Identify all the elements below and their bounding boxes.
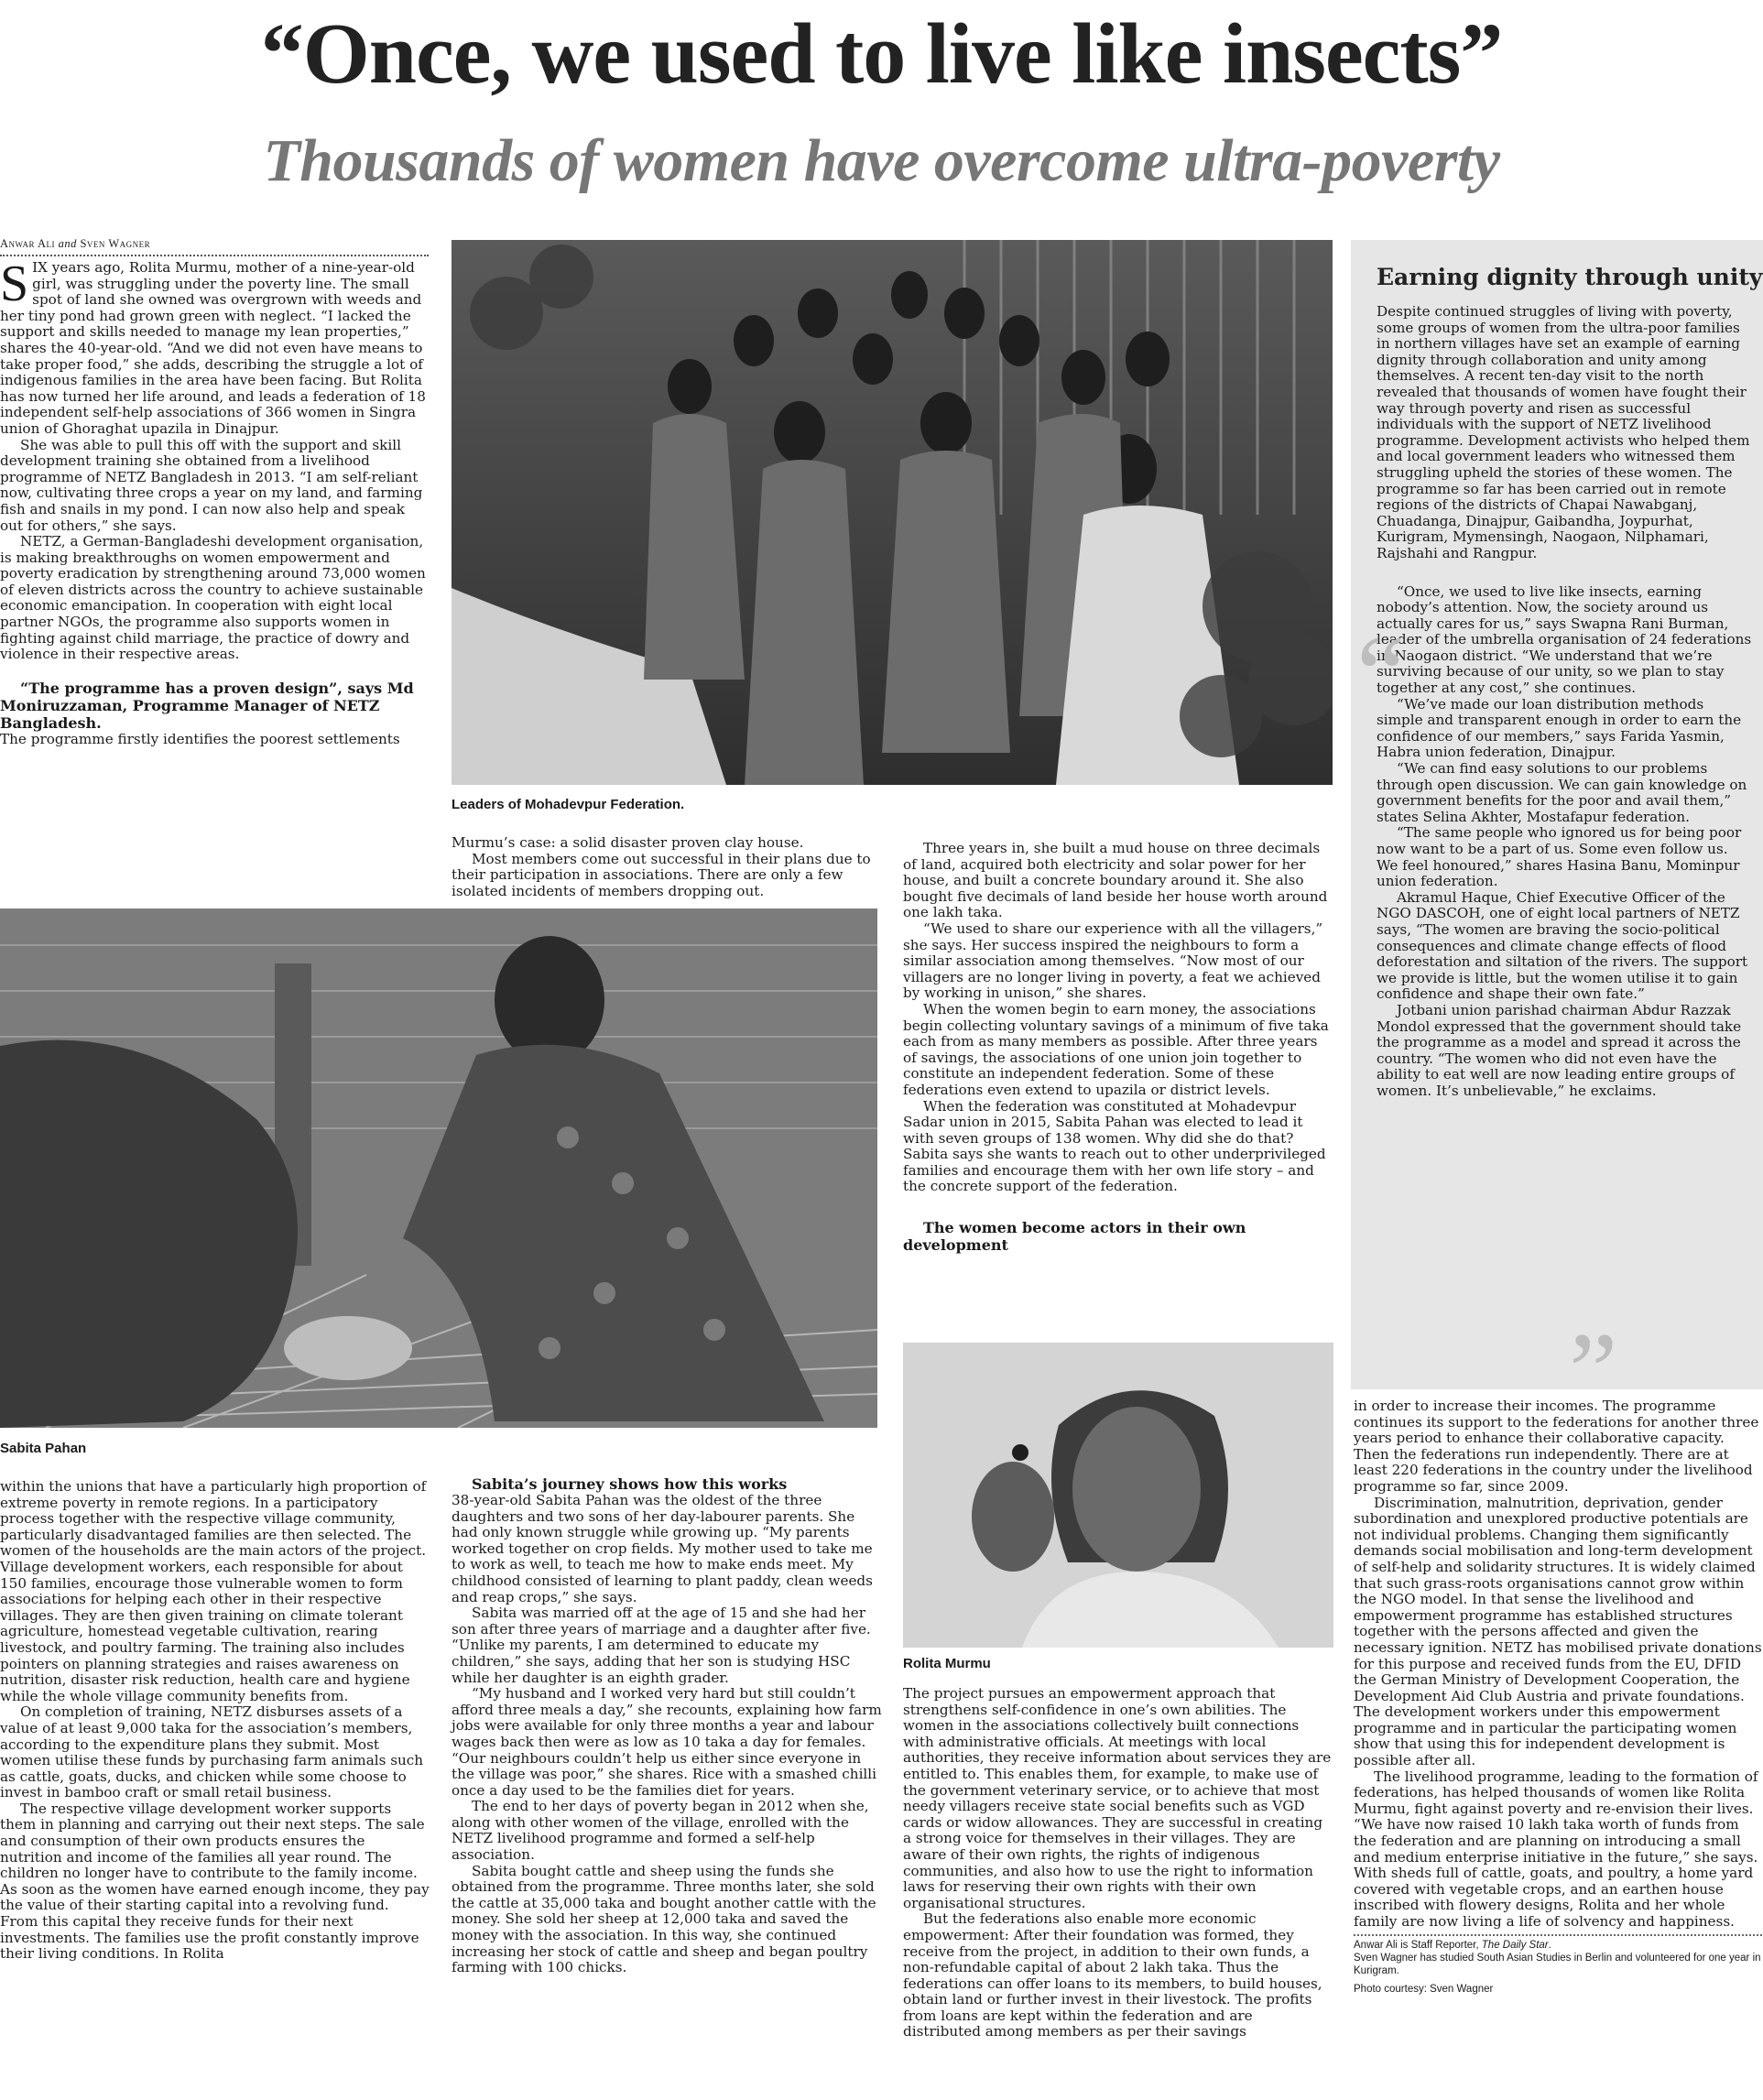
paragraph: “We’ve made our loan distribution methods simple and transparent enough in order to earn the confidence of our members,” says Farida Yasmin, Habra union federation, Dinajpur. [1377, 695, 1742, 761]
footnote-text: . [1548, 1939, 1551, 1951]
paragraph: On completion of training, NETZ disburses assets of a value of at least 9,000 taka for the association’s members, according to the expenditure plans they submit. Most women utilise these funds by purchasing farm animals such as cattle, goats, ducks, and chicken while some choose to invest in bamboo craft or small retail business. [0, 1703, 424, 1801]
footnote-text: Anwar Ali is Staff Reporter, [1354, 1939, 1482, 1951]
paragraph: “My husband and I worked very hard but still couldn’t afford three meals a day,” she recounts, explaining how farm jobs were available for only three months a year and labour wages back then were as low as 10 taka a day for females. “Our neighbours couldn’t help us either since everyone in the village was poor,” she shares. Rice with a smashed chilli once a day used to be the families diet for years. [452, 1685, 882, 1799]
paragraph: IX years ago, Rolita Murmu, mother of a nine-year-old girl, was struggling under the poverty line. The small spot of land she owned was overgrown with weeds and her tiny pond had grown green with neglect. “I lacked the support and skills needed to manage my lean properties,” shares the 40-year-old. “And we did not even have means to take proper food,” she adds, describing the struggle a lot of indigenous families in the area have been facing. But Rolita has now turned her life around, and leads a federation of 18 independent self-help associations of 366 women in Singra union of Ghoraghat upazila in Dinajpur. [0, 259, 426, 437]
paragraph: But the federations also enable more economic empowerment: After their foundation was formed, they receive from the project, in addition to their own funds, a non-refundable capital of about 2 lakh taka. Thus the federations can offer loans to its members, to build houses, obtain land or further invest in their livestock. The profits from loans are kept within the federation and are distributed among members as per their savings [903, 1910, 1322, 2040]
subheadline: Thousands of women have overcome ultra-poverty [263, 127, 1500, 194]
photo-credit: Photo courtesy: Sven Wagner [1354, 1983, 1494, 1995]
footnote-author-2: Sven Wagner has studied South Asian Studies in Berlin and volunteered for one year in Kurigram. [1354, 1952, 1761, 1976]
sidebar-title: Earning dignity through unity [1377, 264, 1763, 290]
sidebar-box [1351, 240, 1763, 1431]
paragraph: Sabita bought cattle and sheep using the funds she obtained from the programme. Three months later, she sold the cattle at 35,000 taka and bought another cattle with the money. She sold her sheep at 12,000 taka and saved the money with the association. In this way, she continued increasing her stock of cattle and sheep and began poultry farming with 100 chicks. [452, 1862, 876, 1976]
paragraph: When the women begin to earn money, the associations begin collecting voluntary savings of a minimum of five taka each from as many members as possible. After three years of savings, the associations of one union join together to constitute an independent federation. Some of these federations even extend to upazila or district levels. [903, 1000, 1329, 1098]
section-subhead: “The programme has a proven design”, says Md Moniruzzaman, Programme Manager of NETZ Bangladesh. [0, 679, 414, 732]
paragraph: Three years in, she built a mud house on three decimals of land, acquired both electricity and solar power for her house, and built a concrete boundary around it. She also bought five decimals of land beside her house worth around one lakh taka. [903, 840, 1328, 921]
column-3-bottom [903, 1686, 1333, 2040]
footnote-publication: The Daily Star [1481, 1939, 1549, 1951]
photo-rolita-murmu [903, 1343, 1333, 1648]
paragraph: “We can find easy solutions to our problems through open discussion. We can gain knowledge on government benefits for the poor and avail them,” states Selina Akhter, Mostafapur federation. [1377, 760, 1747, 825]
column-1-top [0, 256, 430, 747]
drop-cap: S [0, 256, 29, 312]
paragraph: Akramul Haque, Chief Executive Officer of the NGO DASCOH, one of eight local partners of NETZ says, “The women are braving the socio-political consequences and climate change effects of flood deforestation and siltation of the rivers. The support we provide is little, but the women utilise it to gain confidence and shape their own fate.” [1377, 888, 1748, 1003]
headline: “Once, we used to live like insects” [260, 6, 1503, 102]
paragraph: Most members come out successful in their plans due to their participation in associations. There are only a few isolated incidents of members dropping out. [452, 850, 871, 899]
paragraph: She was able to pull this off with the support and skill development training she obtained from a livelihood programme of NETZ Bangladesh in 2013. “I am self-reliant now, cultivating three crops a year on my land, and farming fish and snails in my pond. I can now also help and speak out for others,” she says. [0, 436, 423, 534]
column-2-bottom [452, 1475, 882, 1976]
photo-caption: Sabita Pahan [0, 1441, 87, 1456]
paragraph: The livelihood programme, leading to the formation of federations, has helped thousands of women like Rolita Murmu, fight against poverty and re-envision their lives. “We have now raised 10 lakh taka worth of funds from the federation and are planning on introducing a small and medium enterprise initiative in the future,” she says. With sheds full of cattle, goats, and poultry, a home yard covered with vegetable crops, and an earthen house inscribed with flowery designs, Rolita and her whole family are now living a life of solvency and happiness. [1354, 1768, 1758, 1930]
paragraph: “The same people who ignored us for being poor now want to be a part of us. Some even follow us. We feel honoured,” shares Hasina Banu, Mominpur union federation. [1377, 824, 1742, 890]
byline-and: and [58, 237, 77, 250]
paragraph: Jotbani union parishad chairman Abdur Razzak Mondol expressed that the government should take the programme as a model and spread it across the country. “The women who did not even have the ability to eat well are now leading entire groups of women. It’s unbelievable,” he exclaims. [1377, 1001, 1742, 1099]
paragraph: Sabita was married off at the age of 15 and she had her son after three years of marriage and a daughter after five. “Unlike my parents, I am determined to educate my children,” she says, adding that her son is studying HSC while her daughter is an eighth grader. [452, 1605, 871, 1686]
paragraph: The end to her days of poverty began in 2012 when she, along with other women of the village, enrolled with the NETZ livelihood programme and formed a self-help association. [452, 1798, 869, 1864]
byline-author-2: Sven Wagner [80, 237, 151, 250]
column-4-bottom [1354, 1398, 1762, 1996]
paragraph: Despite continued struggles of living with poverty, some groups of women from the ultra-poor families in northern villages have set an example of earning dignity through collaboration and unity among themselves. A recent ten-day visit to the north revealed that thousands of women have fought their way through poverty and risen as successful individuals with the support of NETZ livelihood programme. Development activists who helped them and local government leaders who witnessed them struggling upheld the stories of these women. The programme so far has been carried out in remote regions of the districts of Chapai Nawabganj, Chuadanga, Dinajpur, Gaibandha, Joypurhat, Kurigram, Mymensingh, Naogaon, Nilphamari, Rajshahi and Rangpur. [1377, 303, 1750, 561]
paragraph: When the federation was constituted at Mohadevpur Sadar union in 2015, Sabita Pahan was elected to lead it with seven groups of 138 women. Why did she do that? Sabita says she wants to reach out to other underprivileged families and encourage them with her own life story – and the concrete support of the federation. [903, 1097, 1326, 1195]
photo-caption: Rolita Murmu [903, 1656, 991, 1671]
photo-caption: Leaders of Mohadevpur Federation. [452, 797, 685, 812]
sidebar-body [1356, 303, 1752, 1431]
paragraph: Discrimination, malnutrition, deprivation, gender subordination and unexplored productive potentials are not individual problems. Changing them significantly demands social mobilisation and long-term development of self-help and solidarity structures. It is widely claimed that such grass-roots organisations cannot grow within the NGO model. In that sense the livelihood and empowerment programme has established structures together with the persons affected and given the necessary ignition. NETZ has mobilised private donations for this purpose and received funds from the EU, DFID the German Ministry of Development Cooperation, the Development Aid Club Austria and private foundations. The development workers under this empowerment programme and in particular the participating women show that using this for independent development is possible after all. [1354, 1494, 1762, 1769]
column-2-top [452, 835, 882, 899]
close-quote-icon: ” [1569, 1310, 1618, 1431]
byline-author-1: Anwar Ali [0, 237, 55, 250]
paragraph: “We used to share our experience with all the villagers,” she says. Her success inspired the neighbours to form a similar association among themselves. “Now most of our villagers are no longer living in poverty, a feat we achieved by working in unison,” she shares. [903, 919, 1323, 1002]
paragraph: in order to increase their incomes. The programme continues its support to the federations for another three years period to enhance their collaborative capacity. Then the federations run independently. There are at least 220 federations in the country under the livelihood programme so far, since 2009. [1354, 1398, 1759, 1495]
open-quote-icon: “ [1356, 613, 1406, 734]
section-subhead: The women become actors in their own development [903, 1219, 1246, 1255]
section-subhead: Sabita’s journey shows how this works [472, 1475, 788, 1493]
paragraph: “Once, we used to live like insects, earning nobody’s attention. Now, the society around us actually cares for us,” says Swapna Rani Burman, leader of the umbrella organisation of 24 federations in Naogaon district. “We understand that we’re surviving because of our unity, so we plan to stay together at any cost,” she continues. [1377, 582, 1752, 697]
divider [1354, 1934, 1762, 1936]
paragraph: within the unions that have a particularly high proportion of extreme poverty in remote regions. In a participatory process together with the respective village community, particularly disadvantaged families are then selected. The women of the households are the main actors of the project. Village development workers, each responsible for about 150 families, encourage those vulnerable women to form associations for helping each other in their respective villages. They are then given training on climate tolerant agriculture, homestead vegetable cultivation, rearing livestock, and poultry farming. The training also includes pointers on planning strategies and raises awareness on nutrition, disaster risk reduction, health care and hygiene while the whole village community benefits from. [0, 1478, 427, 1704]
byline [0, 236, 429, 256]
paragraph: The project pursues an empowerment approach that strengthens self-confidence in one’s own abilities. The women in the associations collectively built connections with administrative officials. At meetings with local authorities, they receive information about services they are entitled to. This enables them, for example, to make use of the government veterinary service, or to achieve that most needy villagers receive state social benefits such as VGD cards or widow allowances. They are successful in creating a strong voice for themselves in their villages. They are aware of their own rights, the rights of indigenous communities, and also how to use the right to information laws for reserving their own rights with their own organisational structures. [903, 1685, 1332, 1911]
column-1-bottom [0, 1479, 430, 1963]
footnote-author-1 [1354, 1939, 1762, 1952]
photo-sabita-pahan [0, 909, 877, 1428]
photo-federation-leaders [452, 240, 1333, 785]
paragraph: The respective village development worker supports them in planning and carrying out their next steps. The sale and consumption of their own products ensures the nutrition and income of the families all year round. The children no longer have to contribute to the family income. As soon as the women have earned enough income, they pay the value of their starting capital into a revolving fund. From this capital they receive funds for their next investments. The families use the profit constantly improve their living conditions. In Rolita [0, 1800, 430, 1963]
paragraph: NETZ, a German-Bangladeshi development organisation, is making breakthroughs on women empowerment and poverty eradication by strengthening around 73,000 women of eleven districts across the country to achieve sustainable economic emancipation. In cooperation with eight local partner NGOs, the programme also supports women in fighting against child marriage, the practice of dowry and violence in their respective areas. [0, 533, 426, 663]
paragraph: The programme firstly identifies the poorest settlements [0, 730, 400, 747]
column-3-top [903, 841, 1333, 1254]
paragraph: 38-year-old Sabita Pahan was the oldest of the three daughters and two sons of her day-labourer parents. She had only known struggle while growing up. “My parents worked together on crop fields. My mother used to take me to work as well, to teach me how to make ends meet. My childhood consisted of learning to plant paddy, clean weeds and reap crops,” she says. [452, 1492, 873, 1605]
paragraph: Murmu’s case: a solid disaster proven clay house. [452, 834, 804, 851]
